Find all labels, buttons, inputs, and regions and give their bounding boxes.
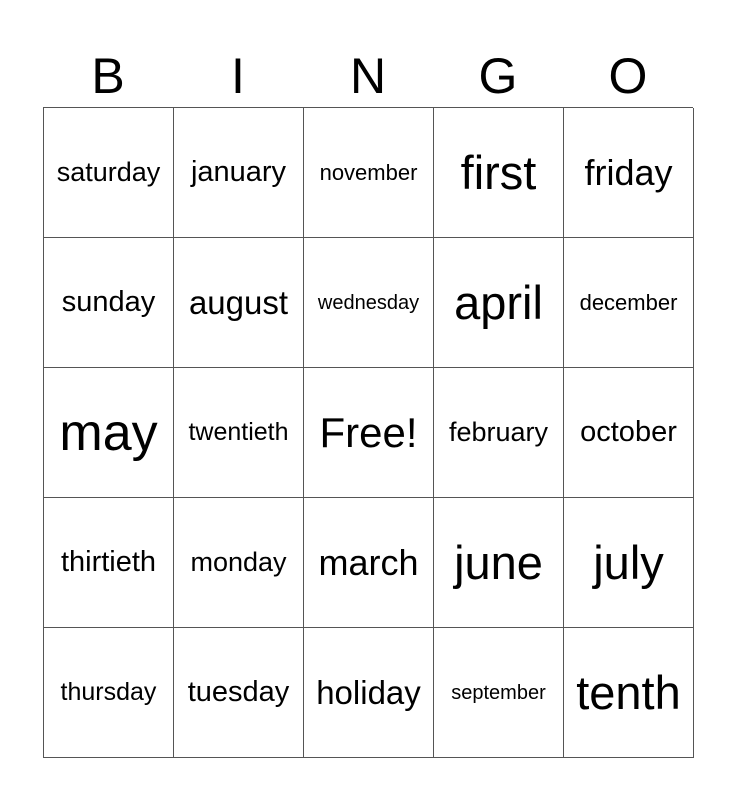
bingo-cell[interactable]: february [434,368,564,498]
bingo-cell[interactable]: holiday [304,628,434,758]
bingo-card [43,45,693,758]
bingo-cell[interactable]: first [434,108,564,238]
bingo-cell[interactable]: tenth [564,628,694,758]
bingo-cell[interactable]: thirtieth [44,498,174,628]
header-letter-i: I [231,48,245,104]
bingo-cell[interactable]: may [44,368,174,498]
bingo-cell[interactable]: june [434,498,564,628]
header-letter-g: G [478,48,518,104]
bingo-cell[interactable]: july [564,498,694,628]
bingo-cell[interactable]: thursday [44,628,174,758]
bingo-cell[interactable]: friday [564,108,694,238]
bingo-cell[interactable]: saturday [44,108,174,238]
header-letter-n: N [349,48,387,104]
bingo-grid [43,107,693,758]
bingo-header [43,45,693,107]
free-space-cell[interactable]: Free! [304,368,434,498]
bingo-cell[interactable]: december [564,238,694,368]
bingo-cell[interactable]: april [434,238,564,368]
bingo-cell[interactable]: august [174,238,304,368]
bingo-cell[interactable]: january [174,108,304,238]
header-letter-b: B [91,48,125,104]
bingo-cell[interactable]: tuesday [174,628,304,758]
header-letter-o: O [608,48,648,104]
bingo-cell[interactable]: september [434,628,564,758]
bingo-cell[interactable]: wednesday [304,238,434,368]
bingo-cell[interactable]: monday [174,498,304,628]
bingo-cell[interactable]: november [304,108,434,238]
bingo-cell[interactable]: sunday [44,238,174,368]
bingo-cell[interactable]: october [564,368,694,498]
bingo-cell[interactable]: twentieth [174,368,304,498]
bingo-cell[interactable]: march [304,498,434,628]
